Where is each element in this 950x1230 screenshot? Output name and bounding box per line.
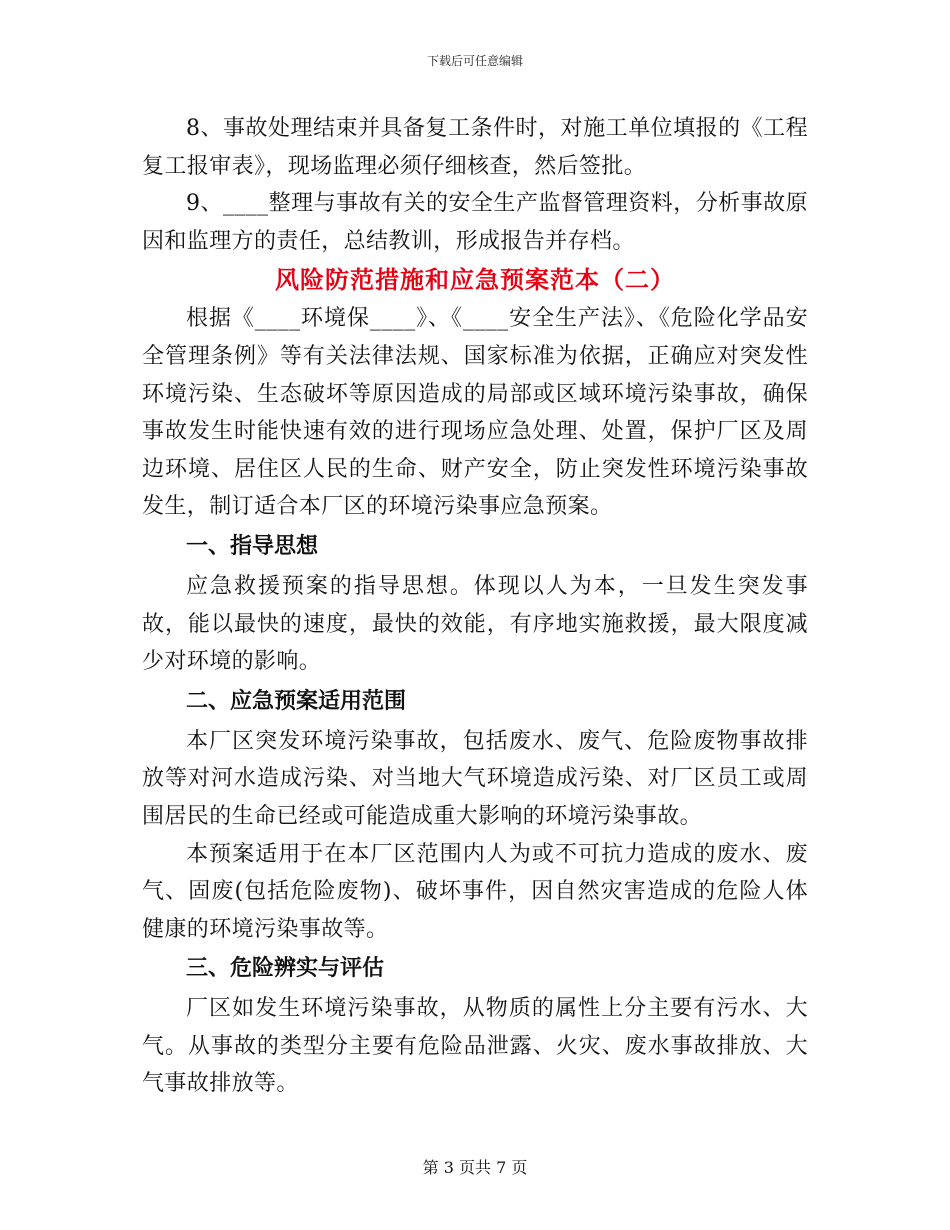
heading-risk-assessment: 三、危险辨实与评估 bbox=[186, 956, 385, 982]
paragraph-scope-b: 本预案适用于在本厂区范围内人为或不可抗力造成的废水、废气、固废(包括危险废物)、破坏事件，因自然灾害造成的危险人体健康的环境污染事故等。 bbox=[142, 841, 808, 942]
paragraph-risk-assessment: 厂区如发生环境污染事故，从物质的属性上分主要有污水、大气。从事故的类型分主要有危险品泄露、火灾、废水事故排放、大气事故排放等。 bbox=[142, 996, 808, 1097]
paragraph-item-8: 8、事故处理结束并具备复工条件时，对施工单位填报的《工程复工报审表》，现场监理必须仔细核查，然后签批。 bbox=[142, 116, 808, 179]
intro-paragraph: 根据《____环境保____》、《____安全生产法》、《危险化学品安全管理条例》等有关法律法规、国家标准为依据，正确应对突发性环境污染、生态破坏等原因造成的局部或区域环境污染事故，确保事故发生时能快速有效的进行现场应急处理、处置，保护厂区及周边环境、居住区人民的生命、财产安全，防止突发性环境污染事故发生，制订适合本厂区的环境污染事应急预案。 bbox=[142, 306, 808, 520]
paragraph-guiding-ideology: 应急救援预案的指导思想。体现以人为本，一旦发生突发事故，能以最快的速度，最快的效能，有序地实施救援，最大限度减少对环境的影响。 bbox=[142, 573, 808, 675]
page-footer: 第 3 页共 7 页 bbox=[422, 1158, 528, 1177]
paragraph-scope-a: 本厂区突发环境污染事故，包括废水、废气、危险废物事故排放等对河水造成污染、对当地大气环境造成污染、对厂区员工或周围居民的生命已经或可能造成重大影响的环境污染事故。 bbox=[142, 728, 808, 829]
paragraph-item-9: 9、____整理与事故有关的安全生产监督管理资料，分析事故原因和监理方的责任，总结教训，形成报告并存档。 bbox=[142, 191, 808, 254]
page-header: 下载后可任意编辑 bbox=[426, 54, 523, 68]
section-title: 风险防范措施和应急预案范本（二） bbox=[275, 265, 675, 295]
heading-scope: 二、应急预案适用范围 bbox=[186, 688, 407, 714]
document-body bbox=[142, 110, 808, 1103]
heading-guiding-ideology: 一、指导思想 bbox=[186, 533, 319, 559]
